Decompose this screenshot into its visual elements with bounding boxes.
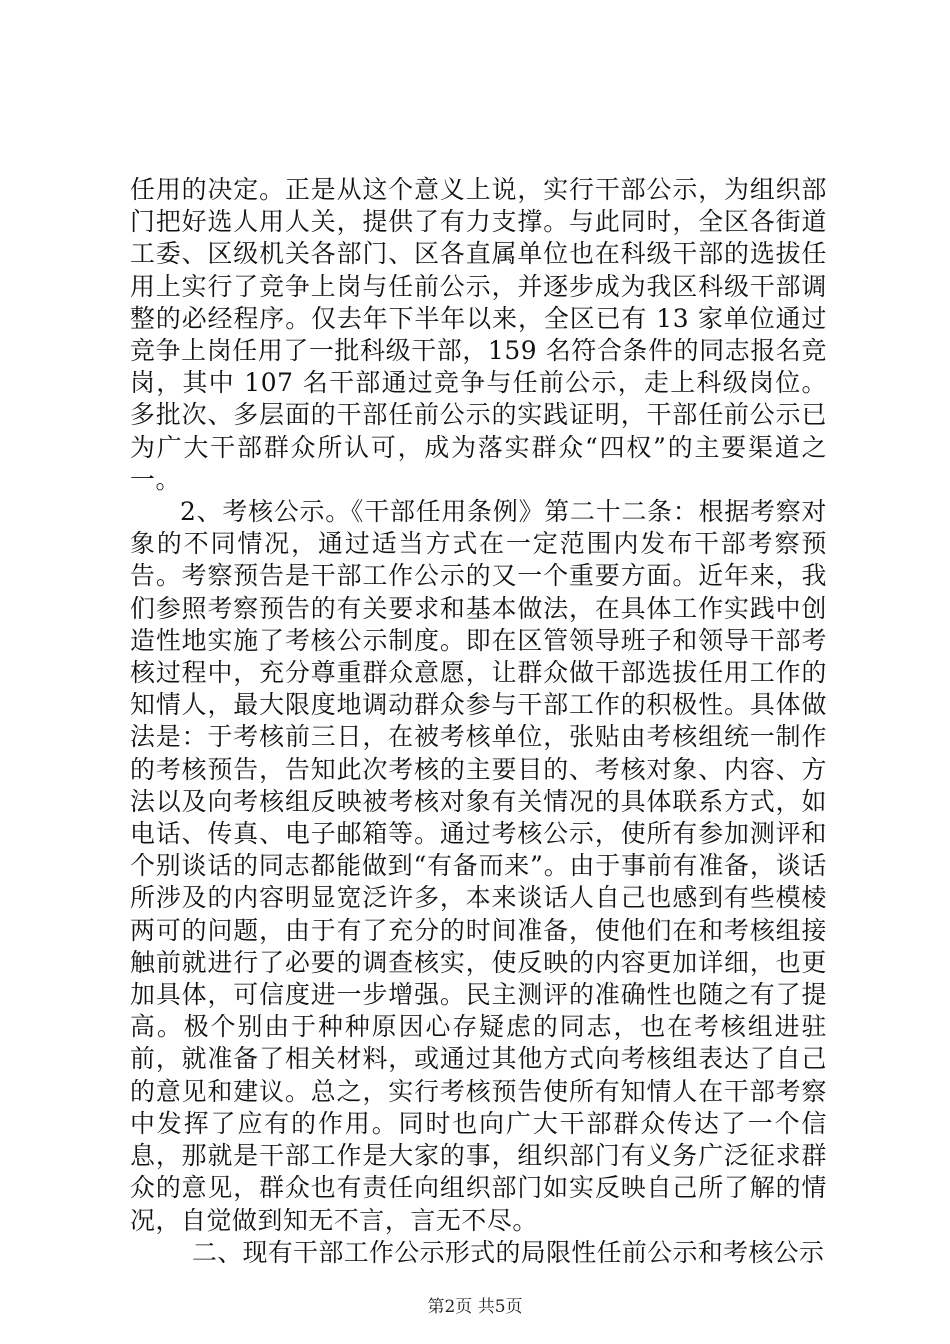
page-footer: 第2页 共5页 <box>427 1297 523 1317</box>
paragraph-assessment-publicity: 2、考核公示。《干部任用条例》第二十二条：根据考察对象的不同情况，通过适当方式在一定范围内发布干部考察预告。考察预告是干部工作公示的又一个重要方面。近年来，我们参照考察预告的有关要求和基本做法，在具体工作实践中创造性地实施了考核公示制度。即在区管领导班子和领导干部考核过程中，充分尊重群众意愿，让群众做干部选拔任用工作的知情人，最大限度地调动群众参与干部工作的积极性。具体做法是：于考核前三日，在被考核单位，张贴由考核组统一制作的考核预告，告知此次考核的主要目的、考核对象、内容、方法以及向考核组反映被考核对象有关情况的具体联系方式，如电话、传真、电子邮箱等。通过考核公示，使所有参加测评和个别谈话的同志都能做到“有备而来”。由于事前有准备，谈话所涉及的内容明显宽泛许多，本来谈话人自己也感到有些模棱两可的问题，由于有了充分的时间准备，使他们在和考核组接触前就进行了必要的调查核实，使反映的内容更加详细，也更加具体，可信度进一步增强。民主测评的准确性也随之有了提高。极个别由于种种原因心存疑虑的同志，也在考核组进驻前，就准备了相关材料，或通过其他方式向考核组表达了自己的意见和建议。总之，实行考核预告使所有知情人在干部考察中发挥了应有的作用。同时也向广大干部群众传达了一个信息，那就是干部工作是大家的事，组织部门有义务广泛征求群众的意见，群众也有责任向组织部门如实反映自己所了解的情况，自觉做到知无不言，言无不尽。 <box>130 497 827 1235</box>
document-body <box>130 174 827 1269</box>
section-heading-limitations: 二、现有干部工作公示形式的局限性任前公示和考核公示 <box>192 1237 825 1267</box>
paragraph-continuation: 任用的决定。正是从这个意义上说，实行干部公示，为组织部门把好选人用人关，提供了有力支撑。与此同时，全区各街道工委、区级机关各部门、区各直属单位也在科级干部的选拔任用上实行了竞争上岗与任前公示，并逐步成为我区科级干部调整的必经程序。仅去年下半年以来，全区已有 13 家单位通过竞争上岗任用了一批科级干部，159 名符合条件的同志报名竞岗，其中 107 名干部通过竞争与任前公示，走上科级岗位。多批次、多层面的干部任前公示的实践证明，干部任前公示已为广大干部群众所认可，成为落实群众“四权”的主要渠道之一。 <box>130 175 827 494</box>
